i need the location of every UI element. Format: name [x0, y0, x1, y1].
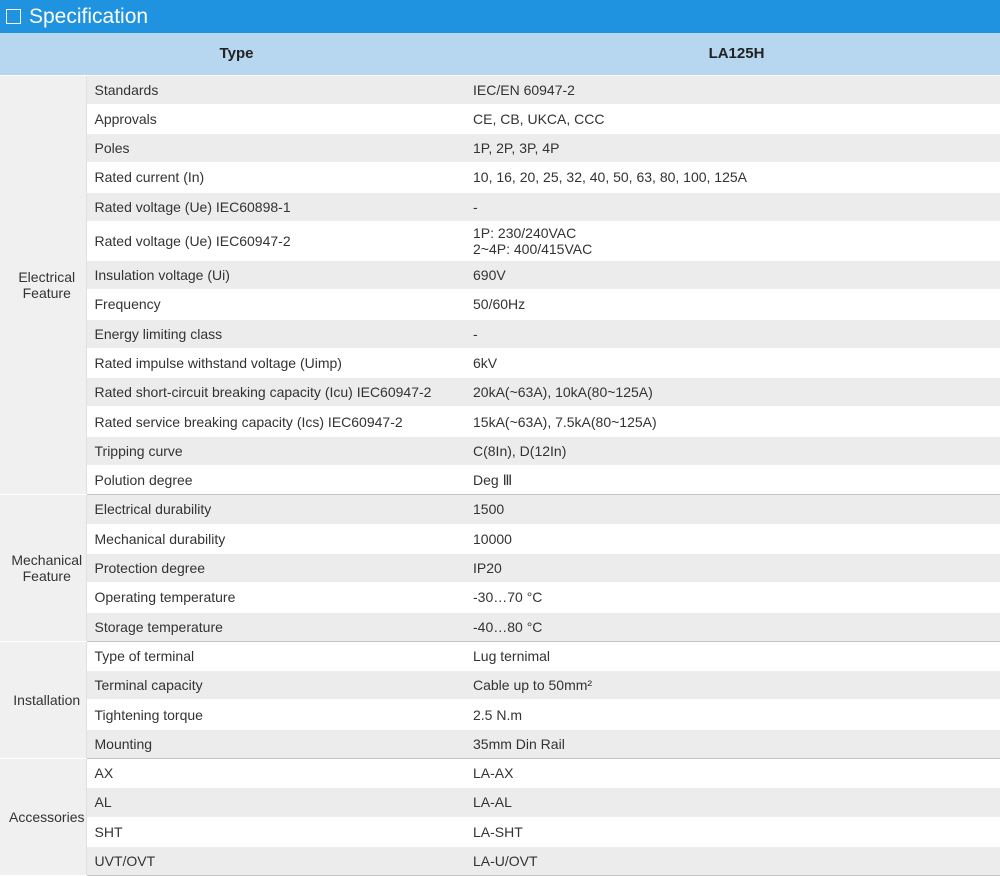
- table-row: [0, 700, 1000, 729]
- value-text: Lug ternimal: [473, 647, 551, 664]
- value-text: 50/60Hz: [473, 296, 526, 313]
- property-cell: [86, 671, 465, 700]
- table-row: [0, 290, 1000, 319]
- table-row: [0, 319, 1000, 348]
- table-row: [0, 788, 1000, 817]
- property-label: Tripping curve: [94, 442, 183, 459]
- group-label-text: Mechanical Feature: [11, 552, 83, 585]
- table-row: [0, 163, 1000, 192]
- value-text: C(8In), D(12In): [473, 442, 567, 459]
- value-cell: [465, 192, 1000, 221]
- table-row: [0, 671, 1000, 700]
- property-label: AL: [94, 794, 112, 811]
- value-text: 20kA(~63A), 10kA(80~125A): [473, 384, 653, 401]
- table-row: [0, 260, 1000, 289]
- checkbox-square-icon: [6, 9, 21, 24]
- property-cell: [86, 846, 465, 875]
- value-cell: [465, 817, 1000, 846]
- specification-table: [0, 33, 1000, 876]
- value-cell: [465, 729, 1000, 758]
- property-cell: [86, 260, 465, 289]
- value-text: LA-AX: [473, 765, 514, 782]
- property-label: Rated voltage (Ue) IEC60898-1: [94, 198, 291, 215]
- property-label: Mounting: [94, 735, 153, 752]
- value-cell: [465, 612, 1000, 641]
- value-text: 10000: [473, 530, 512, 547]
- value-text: -: [473, 325, 478, 342]
- table-row: [0, 192, 1000, 221]
- property-cell: [86, 192, 465, 221]
- value-text: 1P: 230/240VAC 2~4P: 400/415VAC: [473, 224, 593, 257]
- value-cell: [465, 495, 1000, 524]
- value-cell: [465, 348, 1000, 377]
- property-label: Rated service breaking capacity (Ics) IEC60947-2: [94, 413, 403, 430]
- value-text: IP20: [473, 560, 502, 577]
- property-cell: [86, 75, 465, 104]
- property-label: Standards: [94, 81, 159, 98]
- value-text: 35mm Din Rail: [473, 735, 565, 752]
- property-label: Storage temperature: [94, 618, 223, 635]
- group-label-text: Electrical Feature: [18, 268, 76, 301]
- property-label: Rated impulse withstand voltage (Uimp): [94, 354, 342, 371]
- value-cell: [465, 407, 1000, 436]
- value-text: 15kA(~63A), 7.5kA(80~125A): [473, 413, 657, 430]
- value-text: IEC/EN 60947-2: [473, 81, 575, 98]
- table-row: [0, 134, 1000, 163]
- property-label: UVT/OVT: [94, 853, 156, 870]
- property-label: Rated voltage (Ue) IEC60947-2: [94, 232, 291, 249]
- value-text: LA-SHT: [473, 823, 523, 840]
- property-label: Type of terminal: [94, 647, 195, 664]
- value-cell: [465, 641, 1000, 670]
- table-row: [0, 759, 1000, 788]
- value-cell: [465, 260, 1000, 289]
- value-cell: [465, 759, 1000, 788]
- value-cell: [465, 524, 1000, 553]
- value-cell: [465, 290, 1000, 319]
- property-cell: [86, 553, 465, 582]
- value-cell: [465, 436, 1000, 465]
- group-label: [0, 75, 86, 495]
- table-row: [0, 407, 1000, 436]
- value-cell: [465, 75, 1000, 104]
- value-cell: [465, 221, 1000, 260]
- table-row: [0, 583, 1000, 612]
- value-cell: [465, 788, 1000, 817]
- value-cell: [465, 134, 1000, 163]
- property-cell: [86, 436, 465, 465]
- property-label: Insulation voltage (Ui): [94, 267, 230, 284]
- property-label: SHT: [94, 823, 123, 840]
- property-cell: [86, 290, 465, 319]
- value-cell: [465, 553, 1000, 582]
- table-row: [0, 553, 1000, 582]
- value-cell: [465, 671, 1000, 700]
- property-cell: [86, 729, 465, 758]
- property-cell: [86, 221, 465, 260]
- table-header-row: [0, 33, 1000, 75]
- property-label: Tightening torque: [94, 706, 203, 723]
- table-row: [0, 221, 1000, 260]
- specification-body: [0, 75, 1000, 876]
- value-cell: [465, 104, 1000, 133]
- property-label: Polution degree: [94, 472, 193, 489]
- property-label: Terminal capacity: [94, 677, 203, 694]
- property-cell: [86, 163, 465, 192]
- value-text: 10, 16, 20, 25, 32, 40, 50, 63, 80, 100, 125A: [473, 169, 747, 186]
- table-row: [0, 495, 1000, 524]
- table-row: [0, 817, 1000, 846]
- property-label: Rated short-circuit breaking capacity (Icu) IEC60947-2: [94, 384, 432, 401]
- property-label: Protection degree: [94, 560, 206, 577]
- property-cell: [86, 641, 465, 670]
- specification-banner: [0, 0, 1000, 33]
- value-cell: [465, 319, 1000, 348]
- group-label: [0, 495, 86, 641]
- group-label-text: Accessories: [9, 809, 85, 826]
- value-text: -40…80 °C: [473, 618, 543, 635]
- value-cell: [465, 466, 1000, 495]
- table-row: [0, 641, 1000, 670]
- value-cell: [465, 583, 1000, 612]
- value-text: 2.5 N.m: [473, 706, 523, 723]
- property-cell: [86, 104, 465, 133]
- property-cell: [86, 759, 465, 788]
- value-text: 690V: [473, 267, 506, 284]
- property-label: Approvals: [94, 110, 157, 127]
- table-row: [0, 524, 1000, 553]
- property-cell: [86, 407, 465, 436]
- property-cell: [86, 817, 465, 846]
- value-text: Deg Ⅲ: [473, 472, 513, 489]
- value-text: Cable up to 50mm²: [473, 677, 593, 694]
- table-row: [0, 75, 1000, 104]
- property-label: Operating temperature: [94, 589, 236, 606]
- value-cell: [465, 378, 1000, 407]
- value-cell: [465, 163, 1000, 192]
- value-text: 1500: [473, 501, 505, 518]
- property-label: Electrical durability: [94, 501, 212, 518]
- value-text: LA-AL: [473, 794, 512, 811]
- property-label: Frequency: [94, 296, 161, 313]
- property-cell: [86, 788, 465, 817]
- value-text: -: [473, 198, 478, 215]
- property-cell: [86, 319, 465, 348]
- property-cell: [86, 583, 465, 612]
- banner-title: Specification: [29, 5, 149, 28]
- property-label: Mechanical durability: [94, 530, 226, 547]
- property-cell: [86, 378, 465, 407]
- property-label: Poles: [94, 140, 130, 157]
- property-cell: [86, 466, 465, 495]
- type-header: Type: [0, 33, 465, 75]
- value-text: 1P, 2P, 3P, 4P: [473, 140, 560, 157]
- property-cell: [86, 700, 465, 729]
- table-row: [0, 436, 1000, 465]
- table-row: [0, 612, 1000, 641]
- table-row: [0, 466, 1000, 495]
- value-cell: [465, 700, 1000, 729]
- property-cell: [86, 348, 465, 377]
- table-row: [0, 378, 1000, 407]
- model-header: LA125H: [465, 33, 1000, 75]
- property-cell: [86, 134, 465, 163]
- property-cell: [86, 524, 465, 553]
- property-label: AX: [94, 765, 114, 782]
- property-cell: [86, 612, 465, 641]
- table-row: [0, 846, 1000, 875]
- value-cell: [465, 846, 1000, 875]
- table-row: [0, 104, 1000, 133]
- group-label: [0, 759, 86, 876]
- value-text: -30…70 °C: [473, 589, 543, 606]
- group-label: [0, 641, 86, 758]
- value-text: LA-U/OVT: [473, 853, 538, 870]
- property-label: Energy limiting class: [94, 325, 223, 342]
- property-cell: [86, 495, 465, 524]
- value-text: CE, CB, UKCA, CCC: [473, 110, 605, 127]
- value-text: 6kV: [473, 354, 498, 371]
- table-row: [0, 729, 1000, 758]
- table-row: [0, 348, 1000, 377]
- group-label-text: Installation: [13, 691, 81, 708]
- property-label: Rated current (In): [94, 169, 205, 186]
